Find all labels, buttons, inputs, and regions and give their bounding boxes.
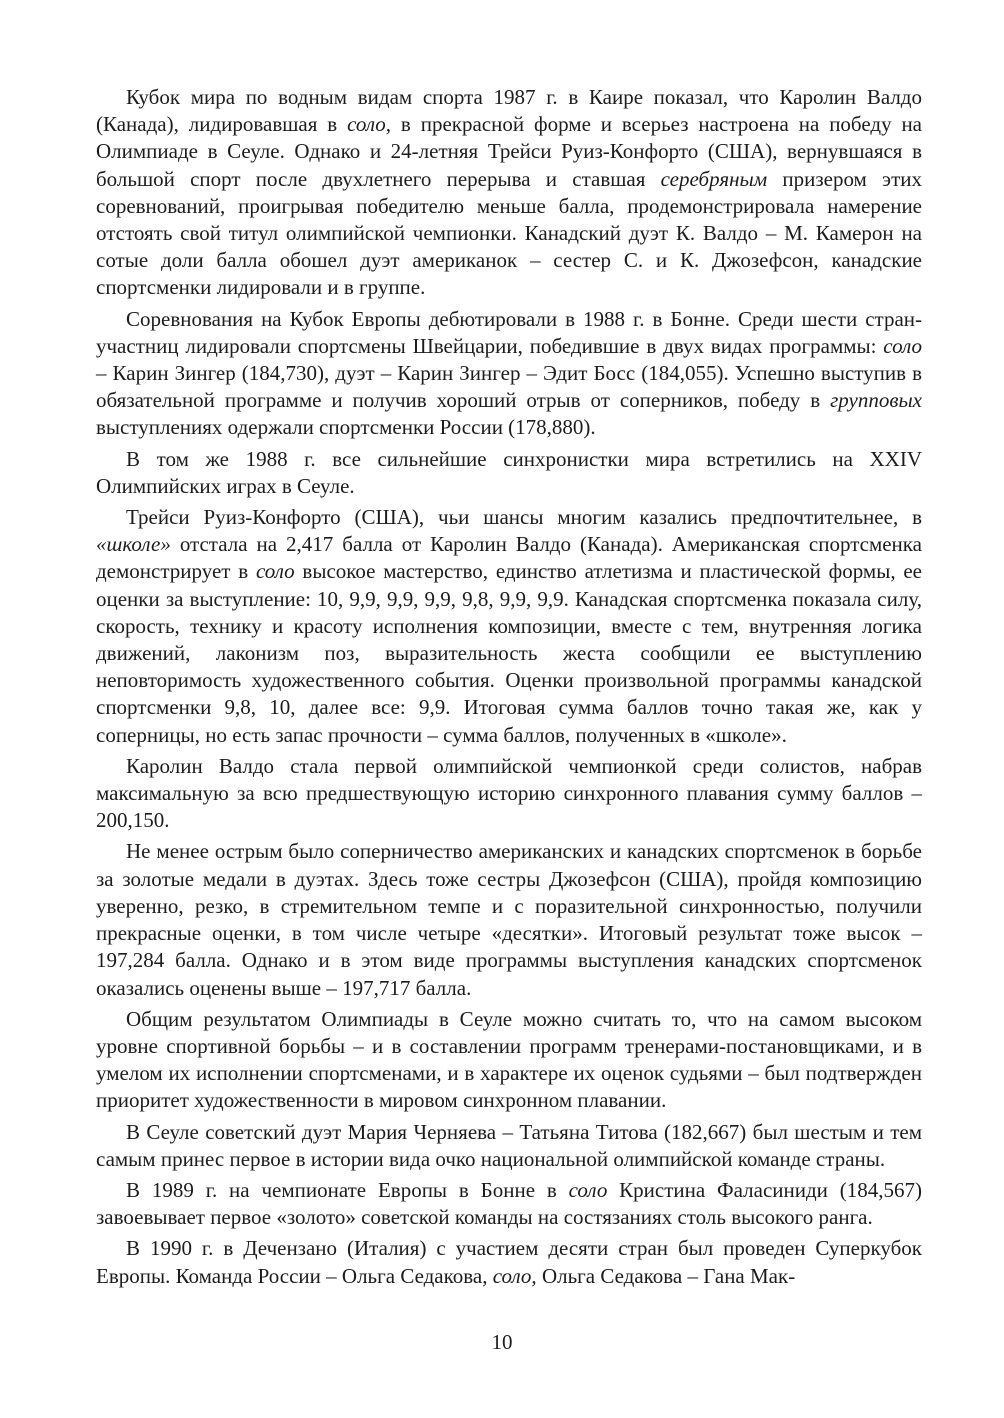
paragraph — [96, 504, 922, 749]
text-run: Соревнования на Кубок Европы дебютировали в 1988 г. в Бонне. Среди шести стран-участниц лидировали спортсмены Швейцарии, победившие в двух видах программы: — [96, 306, 922, 358]
text-run: Ольга Седакова – Гана Мак- — [536, 1263, 796, 1288]
text-run: Не менее острым было соперничество американских и канадских спортсменок в борьбе за золотые медали в дуэтах. Здесь тоже сестры Джозефсон (США), пройдя композицию уверенно, резко, в стремительном темпе и с поразительной синхронностью, получили прекрасные оценки, в том числе четыре «десятки». Итоговый результат тоже высок – 197,284 балла. Однако и в этом виде программы выступления канадских спортсменок оказались оценены выше – 197,717 балла. — [96, 839, 922, 1000]
paragraph — [96, 446, 922, 500]
paragraph — [96, 838, 922, 1001]
text-run: В Сеуле советский дуэт Мария Черняева – Татьяна Титова (182,667) был шестым и тем самым принес первое в истории вида очко национальной олимпийской команде страны. — [96, 1119, 922, 1171]
italic-text: соло — [255, 559, 295, 584]
paragraph — [96, 1119, 922, 1173]
text-run: Кристина Фаласиниди (184,567) завоевывает первое «золото» советской команды на состязаниях столь высокого ранга. — [96, 1177, 922, 1230]
text-run: в прекрасной форме и всерьез настроена на победу на Олимпиаде в Сеуле. Однако и 24-летняя Трейси Руиз-Конфорто (США), вернувшаяся в большой спорт после двухлетнего перерыва и ставшая — [96, 112, 923, 191]
italic-text: соло — [568, 1177, 608, 1202]
italic-text: соло, — [492, 1263, 537, 1288]
text-run: выступлениях одержали спортсменки России (178,880). — [96, 415, 596, 440]
text-run: Трейси Руиз-Конфорто (США), чьи шансы многим казались предпочтительнее, в — [126, 505, 922, 530]
paragraph — [96, 1235, 922, 1289]
italic-text: «школе» — [96, 532, 171, 557]
paragraph — [96, 1006, 922, 1115]
text-run: призером этих соревнований, проигрывая победителю меньше балла, продемонстрировала намерение отстоять свой титул олимпийской чемпионки. Канадский дуэт К. Валдо – М. Камерон на сотые доли балла обошел дуэт американок – сестер С. и К. Джозефсон, канадские спортсменки лидировали и в группе. — [96, 166, 922, 300]
body-text — [96, 84, 922, 1290]
text-run: В 1990 г. в Дечензано (Италия) с участием десяти стран был проведен Суперкубок Европы. Команда России – Ольга Седакова, — [96, 1236, 922, 1288]
text-run: Общим результатом Олимпиады в Сеуле можно считать то, что на самом высоком уровне спортивной борьбы – и в составлении программ тренерами-постановщиками, и в умелом их исполнении спортсменами, и в характере их оценок судьями – был подтвержден приоритет художественности в мировом синхронном плавании. — [96, 1006, 922, 1113]
paragraph — [96, 753, 922, 835]
paragraph — [96, 1177, 922, 1231]
italic-text: серебряным — [660, 166, 768, 191]
text-run: – Карин Зингер (184,730), дуэт – Карин Зингер – Эдит Босс (184,055). Успешно выступив в обязательной программе и получив хороший отрыв от соперников, победу в — [96, 361, 922, 413]
text-run: высокое мастерство, единство атлетизма и пластической формы, ее оценки за выступление: 10, 9,9, 9,9, 9,9, 9,8, 9,9, 9,9. Канадская спортсменка показала силу, скорость, технику и красоту исполнения композиции, вместе с тем, внутренняя логика движений, лаконизм поз, выразительность жеста сообщили ее выступлению неповторимость художественного события. Оценки произвольной программы канадской спортсменки 9,8, 10, далее все: 9,9. Итоговая сумма баллов точно такая же, как у соперницы, но есть запас прочности – сумма баллов, полученных в «школе». — [96, 559, 922, 747]
text-run: В 1989 г. на чемпионате Европы в Бонне в — [126, 1177, 569, 1202]
italic-text: соло — [883, 333, 922, 358]
page-number: 10 — [491, 1330, 513, 1354]
text-run: Кубок мира по водным видам спорта 1987 г. в Каире показал, что Каролин Валдо (Канада), лидировавшая в — [96, 85, 922, 137]
text-run: отстала на 2,417 балла от Каролин Валдо (Канада). Американская спортсменка демонстрирует в — [96, 532, 922, 584]
italic-text: соло, — [347, 112, 392, 137]
text-run: Каролин Валдо стала первой олимпийской чемпионкой среди солистов, набрав максимальную за всю предшествующую историю синхронного плавания сумму баллов – 200,150. — [96, 753, 922, 833]
text-run: В том же 1988 г. все сильнейшие синхронистки мира встретились на XXIV Олимпийских играх в Сеуле. — [96, 446, 922, 498]
paragraph — [96, 84, 922, 302]
italic-text: групповых — [830, 388, 922, 413]
paragraph — [96, 306, 922, 442]
